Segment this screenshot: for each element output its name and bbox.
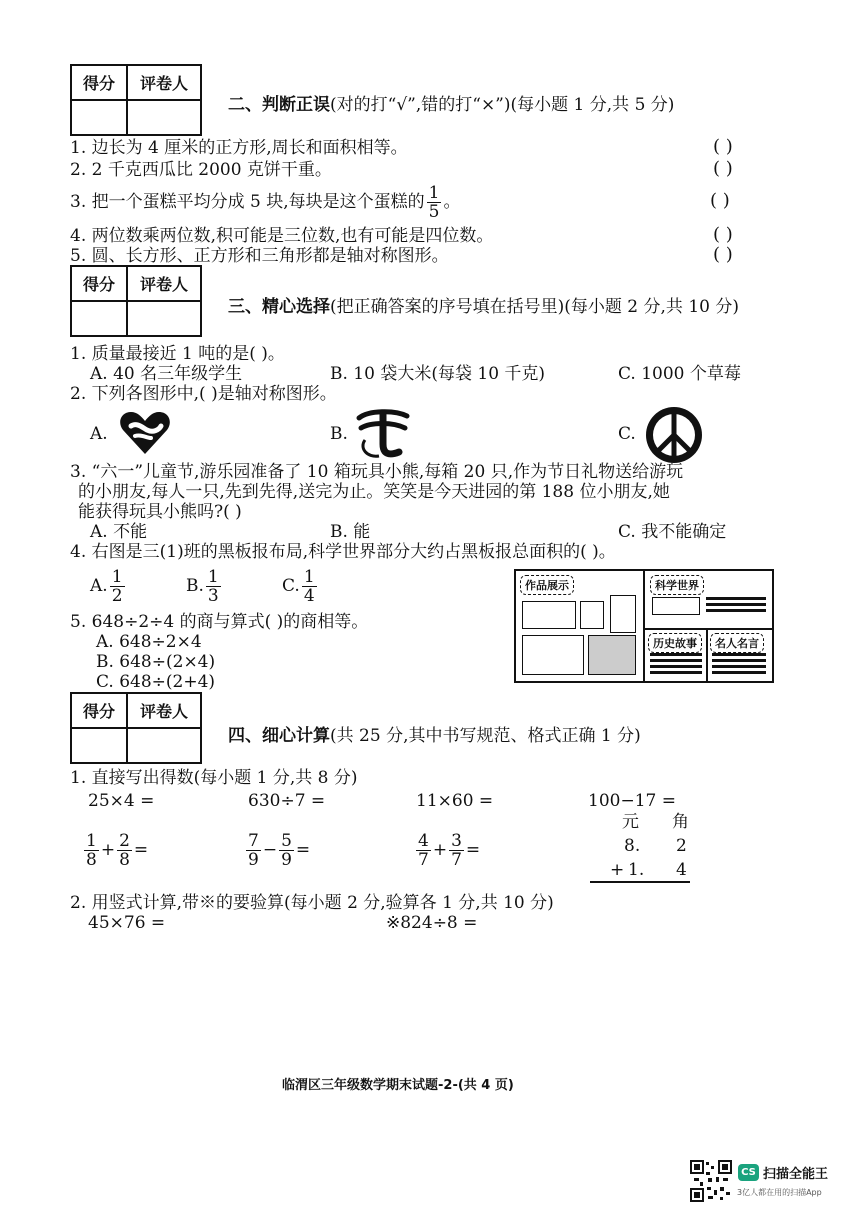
s3-q3-option-c: C. 我不能确定	[618, 522, 727, 542]
answer-blank[interactable]: ( )	[713, 136, 733, 157]
s3-q4-option-c: C. $\frac{1}{4}$	[282, 567, 315, 606]
watermark-brand: 扫描全能王	[763, 1167, 829, 1182]
score-box	[70, 692, 202, 764]
frac-calc-item: $\frac{4}{7}$ + $\frac{3}{7}$ =	[418, 831, 481, 870]
money-row1-jiao: 2	[676, 836, 687, 856]
vertical-calc-item: 45×76 =	[88, 913, 166, 933]
section3-title: 三、精心选择	[228, 297, 330, 317]
score-label: 得分	[71, 266, 127, 301]
section2-heading	[228, 90, 674, 115]
watermark-subtitle: 3亿人都在用的扫描App	[737, 1188, 822, 1197]
telecom-logo-icon	[355, 404, 411, 464]
s3-q5-option-c: C. 648÷(2+4)	[96, 672, 216, 692]
heart-hand-logo-icon	[117, 408, 173, 458]
s3-q3-line2: 的小朋友,每人一只,先到先得,送完为止。笑笑是今天进园的第 188 位小朋友,她	[78, 482, 670, 502]
blackboard-layout-figure	[514, 569, 774, 683]
answer-blank[interactable]: ( )	[713, 224, 733, 245]
answer-blank[interactable]: ( )	[710, 190, 730, 211]
answer-blank[interactable]: ( )	[713, 244, 733, 265]
score-box	[70, 64, 202, 136]
vertical-calc-item: ※824÷8 =	[386, 913, 478, 933]
s3-q3-line1: 3. “六一”儿童节,游乐园准备了 10 箱玩具小熊,每箱 20 只,作为节日礼物送给游玩	[70, 462, 684, 482]
section2-title: 二、判断正误	[228, 95, 330, 115]
section2-note: (对的打“√”,错的打“×”)(每小题 1 分,共 5 分)	[330, 95, 675, 115]
s3-q2-stem: 2. 下列各图形中,( )是轴对称图形。	[70, 384, 337, 404]
money-row1-yuan: 8.	[624, 836, 641, 856]
grader-label: 评卷人	[127, 65, 201, 100]
quotes-label: 名人名言	[710, 633, 764, 653]
s3-q1-option-c: C. 1000 个草莓	[618, 364, 741, 384]
calc-item: 100−17 =	[588, 791, 676, 811]
s2-item-5: 5. 圆、长方形、正方形和三角形都是轴对称图形。	[70, 246, 449, 266]
s3-q4-option-b: B. $\frac{1}{3}$	[186, 567, 219, 606]
s4-part2-title: 2. 用竖式计算,带※的要验算(每小题 2 分,验算各 1 分,共 10 分)	[70, 893, 554, 913]
works-label: 作品展示	[520, 575, 574, 595]
s3-q1-option-a: A. 40 名三年级学生	[90, 364, 243, 384]
s3-q2-option-b: B.	[330, 424, 348, 444]
s4-part1-title: 1. 直接写出得数(每小题 1 分,共 8 分)	[70, 768, 358, 788]
section4-note: (共 25 分,其中书写规范、格式正确 1 分)	[330, 726, 641, 746]
calc-item: 11×60 =	[416, 791, 494, 811]
s3-q3-option-b: B. 能	[330, 522, 371, 542]
s2-item-1: 1. 边长为 4 厘米的正方形,周长和面积相等。	[70, 138, 408, 158]
camscanner-logo-icon: CS	[738, 1164, 759, 1181]
s3-q5-option-b: B. 648÷(2×4)	[96, 652, 216, 672]
grader-label: 评卷人	[127, 693, 201, 728]
answer-blank[interactable]: ( )	[713, 158, 733, 179]
section4-heading	[228, 721, 641, 746]
money-row2-jiao: 4	[676, 860, 687, 880]
s2-item-2: 2. 2 千克西瓜比 2000 克饼干重。	[70, 160, 332, 180]
s3-q2-option-a: A.	[90, 424, 108, 444]
sum-line	[590, 881, 690, 883]
jiao-label: 角	[672, 812, 689, 832]
qr-code-icon	[690, 1160, 732, 1202]
s3-q5-stem: 5. 648÷2÷4 的商与算式( )的商相等。	[70, 612, 369, 632]
science-label: 科学世界	[650, 575, 704, 595]
score-box	[70, 265, 202, 337]
calc-item: 630÷7 =	[248, 791, 326, 811]
s3-q4-stem: 4. 右图是三(1)班的黑板报布局,科学世界部分大约占黑板报总面积的( )。	[70, 542, 616, 562]
fraction: $\frac{1}{5}$	[428, 183, 440, 222]
s2-item-4: 4. 两位数乘两位数,积可能是三位数,也有可能是四位数。	[70, 226, 494, 246]
yuan-label: 元	[622, 812, 639, 832]
s3-q3-line3: 能获得玩具小熊吗?( )	[78, 502, 242, 522]
s3-q4-option-a: A. $\frac{1}{2}$	[90, 567, 123, 606]
money-row2-yuan: 1.	[628, 860, 645, 880]
history-label: 历史故事	[648, 633, 702, 653]
s3-q1-option-b: B. 10 袋大米(每袋 10 千克)	[330, 364, 546, 384]
section3-heading	[228, 292, 739, 317]
s2-item-3: 3. 把一个蛋糕平均分成 5 块,每块是这个蛋糕的 $\frac{1}{5}$ 。	[70, 183, 461, 222]
s3-q3-option-a: A. 不能	[90, 522, 148, 542]
s3-q1-stem: 1. 质量最接近 1 吨的是( )。	[70, 344, 285, 364]
page-footer: 临渭区三年级数学期末试题-2-(共 4 页)	[282, 1078, 514, 1093]
section4-title: 四、细心计算	[228, 726, 330, 746]
plus-sign: +	[610, 860, 625, 880]
s3-q2-option-c: C.	[618, 424, 636, 444]
s3-q5-option-a: A. 648÷2×4	[96, 632, 202, 652]
peace-symbol-icon	[645, 406, 703, 464]
frac-calc-item: $\frac{7}{9}$ − $\frac{5}{9}$ =	[248, 831, 311, 870]
score-label: 得分	[71, 65, 127, 100]
section3-note: (把正确答案的序号填在括号里)(每小题 2 分,共 10 分)	[330, 297, 739, 317]
score-label: 得分	[71, 693, 127, 728]
grader-label: 评卷人	[127, 266, 201, 301]
calc-item: 25×4 =	[88, 791, 155, 811]
frac-calc-item: $\frac{1}{8}$ + $\frac{2}{8}$ =	[86, 831, 149, 870]
